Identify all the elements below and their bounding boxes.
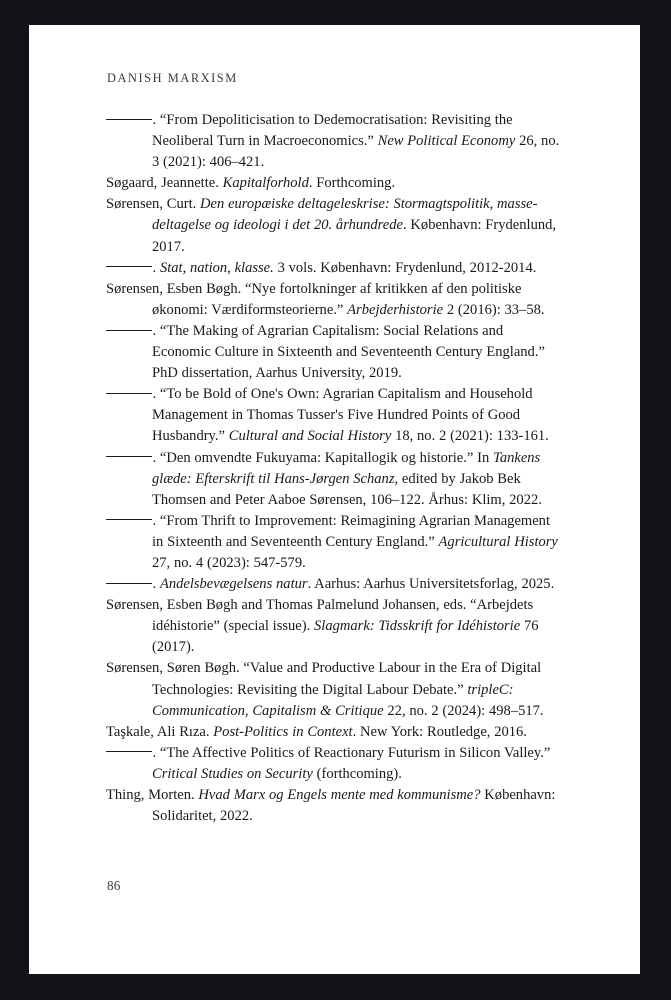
- page-text-block: [106, 71, 563, 931]
- bibliography-entry: . Stat, nation, klasse. 3 vols. København: Frydenlund, 2012-2014.: [106, 258, 563, 279]
- bibliography-entry: Sørensen, Esben Bøgh. “Nye fortolkninger af kritikken af den politiske økonomi: Værdiformsteorierne.” Arbejderhistorie 2 (2016): 33–58.: [106, 280, 545, 318]
- page-number: 86: [107, 878, 121, 893]
- bibliography-entry: . “To be Bold of One's Own: Agrarian Capitalism and Household Management in Thomas Tusser's Five Hundred Points of Good Husbandry.” Cultural and Social History 18, no. 2 (2021): 133-161.: [106, 384, 563, 447]
- bibliography-entry: . “The Affective Politics of Reactionary Futurism in Silicon Valley.” Critical Studies on Security (forthcoming).: [106, 743, 563, 785]
- bibliography-entry: Søgaard, Jeannette. Kapitalforhold. Forthcoming.: [106, 175, 396, 192]
- bibliography-entry: . “Den omvendte Fukuyama: Kapitallogik og historie.” In Tankens glæde: Efterskrift til Hans-Jørgen Schanz, edited by Jakob Bek Thomsen and Peter Aaboe Sørensen, 106–122. Århus: Klim, 2022.: [106, 448, 563, 511]
- bibliography-list: [106, 110, 563, 827]
- bibliography-entry: Thing, Morten. Hvad Marx og Engels mente med kommunisme? København: Solidaritet, 2022.: [106, 787, 556, 825]
- bibliography-entry: Sørensen, Søren Bøgh. “Value and Productive Labour in the Era of Digital Technologies: Revisiting the Digital Labour Debate.” tripleC: Communication, Capitalism & Critique 22, no. 2 (2024): 498–517.: [106, 660, 544, 719]
- bibliography-entry: Sørensen, Esben Bøgh and Thomas Palmelund Johansen, eds. “Arbejdets idéhistorie” (special issue). Slagmark: Tidsskrift for Idéhistorie 76 (2017).: [106, 597, 539, 656]
- book-page: [29, 25, 640, 974]
- bibliography-entry: . “From Thrift to Improvement: Reimagining Agrarian Management in Sixteenth and Seventeenth Century England.” Agricultural History 27, no. 4 (2023): 547-579.: [106, 511, 563, 574]
- bibliography-entry: Sørensen, Curt. Den europæiske deltageleskrise: Stormagtspolitik, masse-deltagelse og ideologi i det 20. århundrede. København: Frydenlund, 2017.: [106, 196, 557, 255]
- bibliography-entry: . “From Depoliticisation to Dedemocratisation: Revisiting the Neoliberal Turn in Macroeconomics.” New Political Economy 26, no. 3 (2021): 406–421.: [106, 110, 563, 173]
- running-head: DANISH MARXISM: [107, 71, 238, 85]
- bibliography-entry: . “The Making of Agrarian Capitalism: Social Relations and Economic Culture in Sixteenth and Seventeenth Century England.” PhD dissertation, Aarhus University, 2019.: [106, 321, 563, 384]
- bibliography-entry: . Andelsbevægelsens natur. Aarhus: Aarhus Universitetsforlag, 2025.: [106, 574, 563, 595]
- bibliography-entry: Taşkale, Ali Rıza. Post-Politics in Context. New York: Routledge, 2016.: [106, 723, 527, 740]
